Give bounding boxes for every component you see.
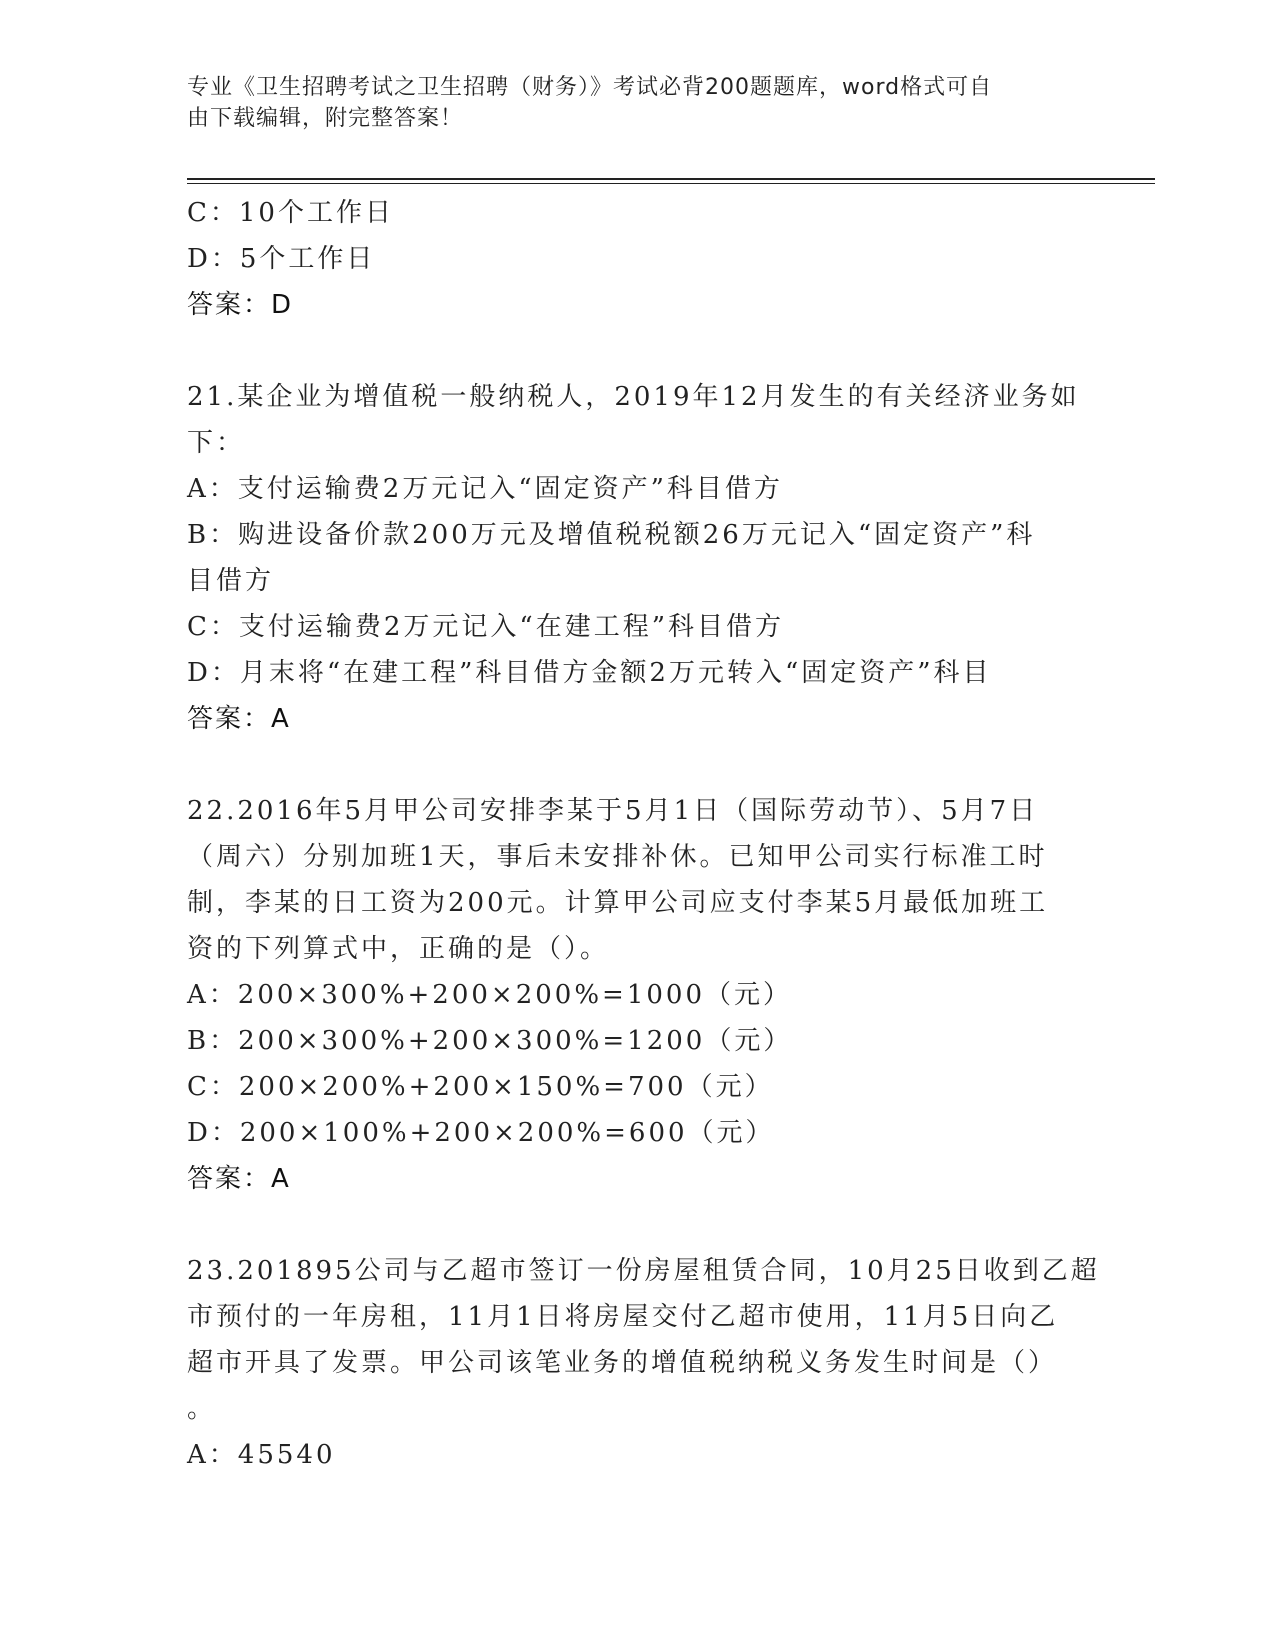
question-stem: 22.2016年5月甲公司安排李某于5月1日（国际劳动节）、5月7日 <box>187 796 1039 826</box>
option-b: B：200×300%+200×300%=1200（元） <box>187 1026 793 1056</box>
question-stem-continued: 下： <box>187 428 246 458</box>
question-stem: 23.201895公司与乙超市签订一份房屋租赁合同，10月25日收到乙超 <box>187 1256 1100 1286</box>
header-line-1: 专业《卫生招聘考试之卫生招聘（财务）》考试必背200题题库，word格式可自 <box>187 75 993 100</box>
option-d: D：5个工作日 <box>187 244 376 274</box>
question-content <box>187 190 1100 1478</box>
question-23 <box>187 1248 1100 1478</box>
option-a: A：支付运输费2万元记入“固定资产”科目借方 <box>187 474 783 504</box>
question-stem: 21.某企业为增值税一般纳税人，2019年12月发生的有关经济业务如 <box>187 382 1080 412</box>
document-header <box>187 72 1077 134</box>
header-divider-thick <box>187 178 1155 180</box>
question-21 <box>187 374 1087 742</box>
option-d: D：月末将“在建工程”科目借方金额2万元转入“固定资产”科目 <box>187 658 992 688</box>
question-stem-continued: 市预付的一年房租，11月1日将房屋交付乙超市使用，11月5日向乙 <box>187 1302 1059 1332</box>
question-stem-continued: 超市开具了发票。甲公司该笔业务的增值税纳税义务发生时间是（） <box>187 1348 1058 1378</box>
option-a: A：200×300%+200×200%=1000（元） <box>187 980 792 1010</box>
question-22 <box>187 788 1087 1202</box>
header-divider-thin <box>187 183 1155 184</box>
option-c: C：支付运输费2万元记入“在建工程”科目借方 <box>187 612 785 642</box>
question-20-tail <box>187 190 1087 328</box>
question-stem-continued: 资的下列算式中，正确的是（）。 <box>187 934 610 964</box>
question-stem-continued: （周六）分别加班1天，事后未安排补休。已知甲公司实行标准工时 <box>187 842 1048 872</box>
answer-label: 答案：A <box>187 704 291 734</box>
option-b-continued: 目借方 <box>187 566 275 596</box>
option-c: C：200×200%+200×150%=700（元） <box>187 1072 774 1102</box>
question-stem-continued: 制，李某的日工资为200元。计算甲公司应支付李某5月最低加班工 <box>187 888 1049 918</box>
spacer <box>187 742 1087 788</box>
question-stem-continued: 。 <box>187 1394 217 1424</box>
answer-label: 答案：D <box>187 290 294 320</box>
spacer <box>187 1202 1087 1248</box>
header-line-2: 由下载编辑，附完整答案！ <box>187 106 464 131</box>
option-b: B：购进设备价款200万元及增值税税额26万元记入“固定资产”科 <box>187 520 1036 550</box>
option-d: D：200×100%+200×200%=600（元） <box>187 1118 775 1148</box>
spacer <box>187 328 1087 374</box>
option-c: C：10个工作日 <box>187 198 394 228</box>
option-a: A：45540 <box>187 1440 336 1470</box>
answer-label: 答案：A <box>187 1164 291 1194</box>
